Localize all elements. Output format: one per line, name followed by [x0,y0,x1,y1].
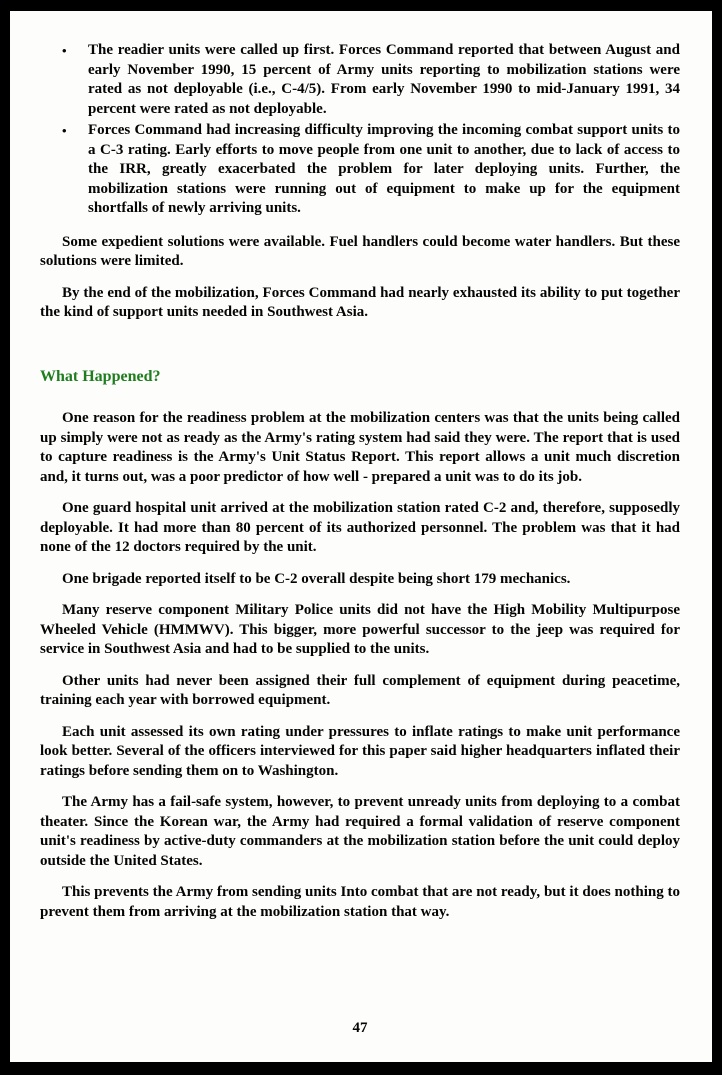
bullet-marker-icon: • [62,43,67,58]
paragraph: Other units had never been assigned their full complement of equipment during peacetime, training each year with borrowed equipment. [40,672,680,709]
paragraph: One brigade reported itself to be C-2 overall despite being short 179 mechanics. [62,570,571,587]
page-number: 47 [352,1019,368,1036]
bullet-list [58,41,680,219]
bullet-item [58,41,680,119]
paragraph: By the end of the mobilization, Forces Command had nearly exhausted its ability to put together the kind of support units needed in Southwest Asia. [40,284,680,320]
paragraph: One reason for the readiness problem at the mobilization centers was that the units being called up simply were not as ready as the Army's rating system had said they were. The report that is used to capture readiness is the Army's Unit Status Report. This report allows a unit much discretion and, it turns out, was a poor predictor of how well - prepared a unit was to do its job. [40,410,680,485]
paragraph: Many reserve component Military Police units did not have the High Mobility Multipurpose Wheeled Vehicle (HMMWV). This bigger, more powerful successor to the jeep was required for service in Southwest Asia and had to be supplied to the units. [40,602,680,658]
paragraph: One guard hospital unit arrived at the mobilization station rated C-2 and, therefore, supposedly deployable. It had more than 80 percent of its authorized personnel. The problem was that it had none of the 12 doctors required by the unit. [40,500,680,556]
bullet-marker-icon: • [62,123,67,138]
paragraph: Each unit assessed its own rating under pressures to inflate ratings to make unit performance look better. Several of the officers interviewed for this paper said higher headquarters inflated their ratings before sending them on to Washington. [40,723,680,779]
section-heading: What Happened? [40,367,161,385]
paragraph: Some expedient solutions were available. Fuel handlers could become water handlers. But these solutions were limited. [40,233,680,269]
bullet-text: The readier units were called up first. Forces Command reported that between August and early November 1990, 15 percent of Army units reporting to mobilization stations were rated as not deployable (i.e., C-4/5). From early November 1990 to mid-January 1991, 34 percent were rated as not deployable. [88,42,680,117]
bullet-item [58,121,680,219]
paragraph: The Army has a fail-safe system, however, to prevent unready units from deploying to a combat theater. Since the Korean war, the Army had required a formal validation of reserve component unit's readiness by active-duty commanders at the mobilization station before the unit could deploy outside the United States. [40,794,680,869]
paragraph: This prevents the Army from sending units Into combat that are not ready, but it does nothing to prevent them from arriving at the mobilization station that way. [40,884,680,920]
bullet-text: Forces Command had increasing difficulty improving the incoming combat support units to a C-3 rating. Early efforts to move people from one unit to another, due to lack of access to the IRR, greatly exacerbated the problem for later deploying units. Further, the mobilization stations were running out of equipment to make up for the equipment shortfalls of newly arriving units. [88,122,680,216]
document-page [10,11,712,1062]
